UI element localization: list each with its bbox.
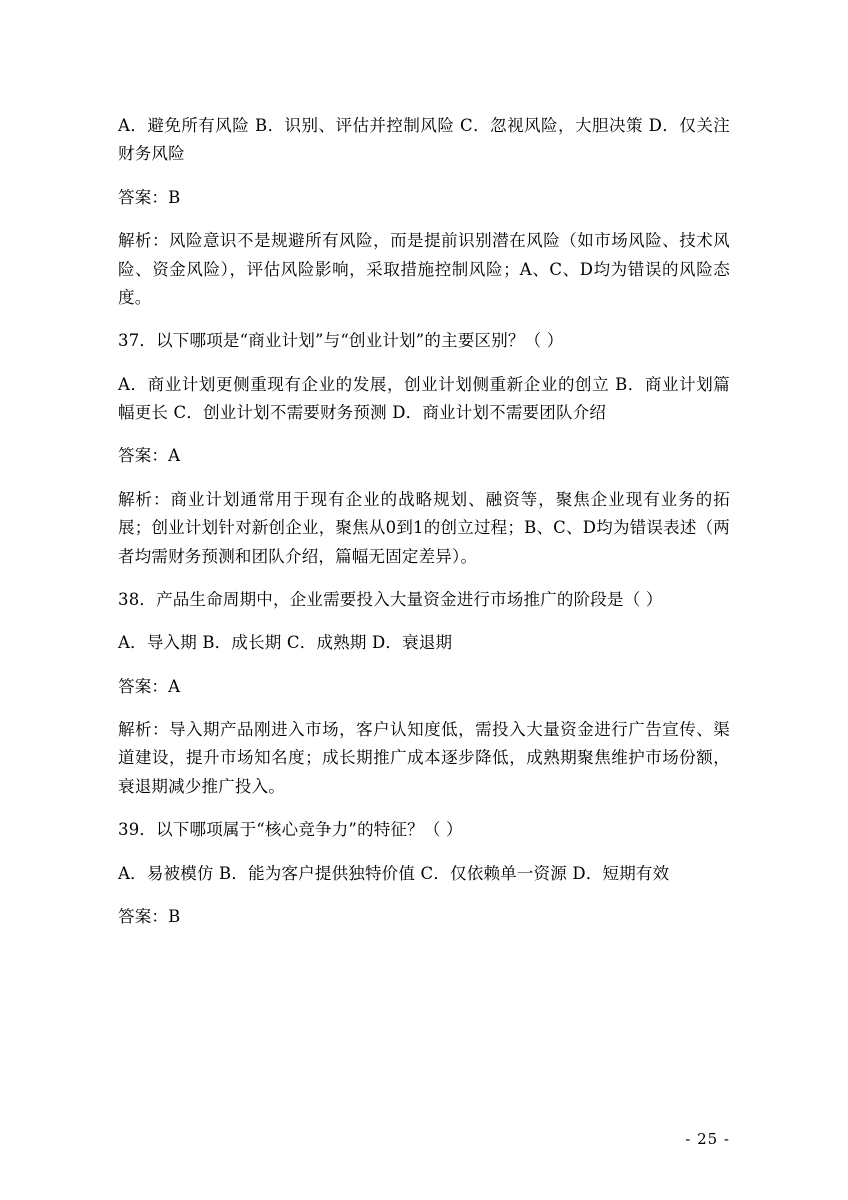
question-answer: 答案：A xyxy=(118,676,181,696)
question-analysis: 解析：风险意识不是规避所有风险，而是提前识别潜在风险（如市场风险、技术风险、资金风险），评估风险影响，采取措施控制风险；A、C、D均为错误的风险态度。 xyxy=(118,231,730,307)
question-options: A．商业计划更侧重现有企业的发展，创业计划侧重新企业的创立 B．商业计划篇幅更长 C．创业计划不需要财务预测 D．商业计划不需要团队介绍 xyxy=(118,374,730,422)
question-options: A．避免所有风险 B．识别、评估并控制风险 C．忽视风险，大胆决策 D．仅关注财务风险 xyxy=(118,116,730,164)
question-analysis: 解析：商业计划通常用于现有企业的战略规划、融资等，聚焦企业现有业务的拓展；创业计划针对新创企业，聚焦从0到1的创立过程；B、C、D均为错误表述（两者均需财务预测和团队介绍，篇幅无固定差异）。 xyxy=(118,489,730,566)
question-answer: 答案：A xyxy=(118,446,181,466)
question-stem: 38．产品生命周期中，企业需要投入大量资金进行市场推广的阶段是（ ） xyxy=(118,589,663,609)
question-options: A．导入期 B．成长期 C．成熟期 D．衰退期 xyxy=(118,633,453,653)
page-number: - 25 - xyxy=(685,1130,730,1148)
question-answer: 答案：B xyxy=(118,187,181,207)
question-answer: 答案：B xyxy=(118,906,181,926)
question-options: A．易被模仿 B．能为客户提供独特价值 C．仅依赖单一资源 D．短期有效 xyxy=(118,863,670,883)
question-stem: 37．以下哪项是“商业计划”与“创业计划”的主要区别？（ ） xyxy=(118,331,564,351)
question-stem: 39．以下哪项属于“核心竞争力”的特征？（ ） xyxy=(118,820,463,840)
question-analysis: 解析：导入期产品刚进入市场，客户认知度低，需投入大量资金进行广告宣传、渠道建设，提升市场知名度；成长期推广成本逐步降低，成熟期聚焦维护市场份额，衰退期减少推广投入。 xyxy=(118,720,730,796)
